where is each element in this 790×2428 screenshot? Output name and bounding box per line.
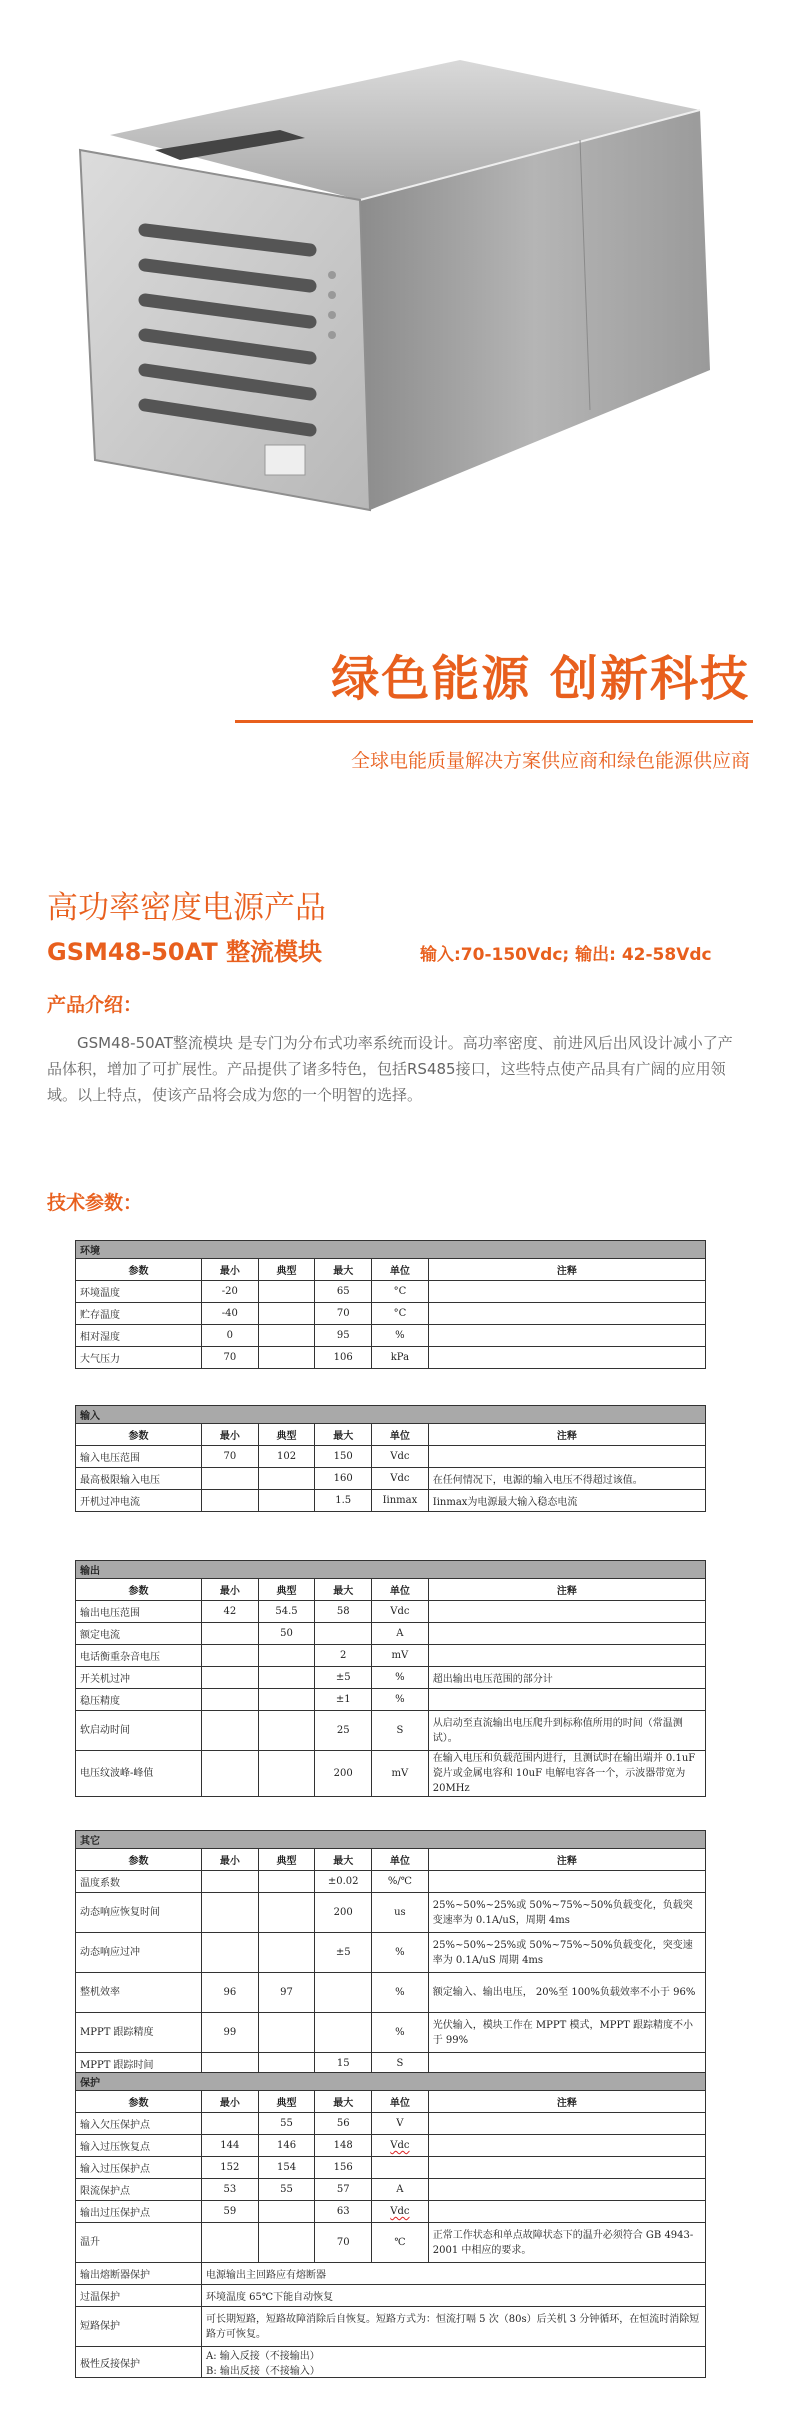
table-cell: 0 — [202, 1325, 259, 1347]
table-cell: % — [372, 1933, 429, 1973]
table-cell — [202, 1645, 259, 1667]
slogan-divider — [235, 720, 753, 723]
table-cell: ±1 — [315, 1689, 372, 1711]
column-header: 注释 — [428, 2091, 705, 2113]
table-cell: 70 — [202, 1347, 259, 1369]
table-cell: 70 — [315, 2223, 372, 2263]
table-row — [76, 1325, 706, 1347]
table-cell: 稳压精度 — [76, 1689, 202, 1711]
table-cell: °C — [372, 1281, 429, 1303]
table-cell: 106 — [315, 1347, 372, 1369]
table-cell: 146 — [258, 2135, 315, 2157]
table-cell: 102 — [258, 1446, 315, 1468]
column-header: 最小 — [202, 1259, 259, 1281]
table-cell: %/℃ — [372, 1871, 429, 1893]
table-cell: 15 — [315, 2053, 372, 2075]
table-cell: 70 — [315, 1303, 372, 1325]
table-cell — [428, 1645, 705, 1667]
table-cell — [428, 1871, 705, 1893]
column-header: 参数 — [76, 1579, 202, 1601]
table-cell: 55 — [258, 2179, 315, 2201]
table-cell: 54.5 — [258, 1601, 315, 1623]
table-cell: 动态响应过冲 — [76, 1933, 202, 1973]
slogan-heading: 绿色能源 创新科技 — [331, 651, 750, 707]
table-cell: 电话衡重杂音电压 — [76, 1645, 202, 1667]
table-cell: 2 — [315, 1645, 372, 1667]
table-cell — [258, 1667, 315, 1689]
table-cell: 整机效率 — [76, 1973, 202, 2013]
table-cell: 65 — [315, 1281, 372, 1303]
table-cell: 148 — [315, 2135, 372, 2157]
table-cell: 99 — [202, 2013, 259, 2053]
column-header: 单位 — [372, 2091, 429, 2113]
table-cell — [315, 1623, 372, 1645]
table-cell — [428, 1601, 705, 1623]
column-header: 参数 — [76, 1849, 202, 1871]
column-header: 单位 — [372, 1849, 429, 1871]
table-cell — [202, 1667, 259, 1689]
column-header: 最小 — [202, 1424, 259, 1446]
table-cell: -40 — [202, 1303, 259, 1325]
column-header: 注释 — [428, 1259, 705, 1281]
table-cell: MPPT 跟踪时间 — [76, 2053, 202, 2075]
table-row — [76, 1933, 706, 1973]
table-cell: 输出电压范围 — [76, 1601, 202, 1623]
table-cell: % — [372, 1689, 429, 1711]
product-model: GSM48-50AT 整流模块 — [47, 938, 323, 966]
table-cell — [258, 2223, 315, 2263]
table-cell: 200 — [315, 1751, 372, 1797]
column-header: 最小 — [202, 2091, 259, 2113]
column-header: 注释 — [428, 1849, 705, 1871]
table-cell: 42 — [202, 1601, 259, 1623]
table-row — [76, 2307, 706, 2347]
column-header: 最大 — [315, 1424, 372, 1446]
table-cell: mV — [372, 1645, 429, 1667]
table-row — [76, 2223, 706, 2263]
table-cell: S — [372, 2053, 429, 2075]
table-cell — [428, 1303, 705, 1325]
table-cell — [258, 1751, 315, 1797]
table-cell — [428, 1347, 705, 1369]
table-cell — [428, 2179, 705, 2201]
table-cell: 输入欠压保护点 — [76, 2113, 202, 2135]
table-cell: 输出熔断器保护 — [76, 2263, 202, 2285]
table-cell: 过温保护 — [76, 2285, 202, 2307]
table-cell: Vdc — [372, 2201, 429, 2223]
table-cell — [258, 1933, 315, 1973]
table-row — [76, 2135, 706, 2157]
table-cell — [202, 2223, 259, 2263]
table-cell: 温度系数 — [76, 1871, 202, 1893]
table-cell: 输出过压保护点 — [76, 2201, 202, 2223]
table-row — [76, 1645, 706, 1667]
section-title: 保护 — [76, 2073, 706, 2091]
input-table — [75, 1405, 706, 1512]
table-cell — [258, 1490, 315, 1512]
table-row — [76, 2113, 706, 2135]
table-row — [76, 1751, 706, 1797]
table-cell: 额定电流 — [76, 1623, 202, 1645]
table-cell: 温升 — [76, 2223, 202, 2263]
table-cell: 额定输入、输出电压， 20%至 100%负载效率不小于 96% — [428, 1973, 705, 2013]
column-header: 最大 — [315, 1259, 372, 1281]
table-row — [76, 1601, 706, 1623]
product-photo — [60, 40, 720, 560]
table-cell: 贮存温度 — [76, 1303, 202, 1325]
table-cell: -20 — [202, 1281, 259, 1303]
table-cell: % — [372, 2013, 429, 2053]
table-cell — [202, 1871, 259, 1893]
table-cell: 59 — [202, 2201, 259, 2223]
output-table — [75, 1560, 706, 1797]
table-cell: ±0.02 — [315, 1871, 372, 1893]
table-cell — [428, 1325, 705, 1347]
column-header: 单位 — [372, 1579, 429, 1601]
table-cell: 55 — [258, 2113, 315, 2135]
table-cell: 70 — [202, 1446, 259, 1468]
table-cell: 在输入电压和负载范围内进行，且测试时在输出端并 0.1uF瓷片或金属电容和 10uF 电解电容各一个，示波器带宽为 20MHz — [428, 1751, 705, 1797]
section-title: 输出 — [76, 1561, 706, 1579]
table-cell: A — [372, 1623, 429, 1645]
table-cell — [258, 2013, 315, 2053]
column-header: 注释 — [428, 1579, 705, 1601]
column-header: 最大 — [315, 2091, 372, 2113]
table-cell: Vdc — [372, 1468, 429, 1490]
column-header: 典型 — [258, 1849, 315, 1871]
table-row — [76, 1303, 706, 1325]
table-cell — [202, 1689, 259, 1711]
table-cell: 短路保护 — [76, 2307, 202, 2347]
table-cell — [428, 1623, 705, 1645]
table-cell: us — [372, 1893, 429, 1933]
table-cell: 150 — [315, 1446, 372, 1468]
table-cell: 97 — [258, 1973, 315, 2013]
table-cell: 25%~50%~25%或 50%~75%~50%负载变化，突变速率为 0.1A/uS 周期 4ms — [428, 1933, 705, 1973]
table-cell: 63 — [315, 2201, 372, 2223]
table-cell — [202, 1468, 259, 1490]
table-cell: MPPT 跟踪精度 — [76, 2013, 202, 2053]
section-title: 其它 — [76, 1831, 706, 1849]
table-cell — [372, 2157, 429, 2179]
column-header: 参数 — [76, 2091, 202, 2113]
intro-heading: 产品介绍： — [47, 994, 143, 1016]
table-cell: 160 — [315, 1468, 372, 1490]
table-cell — [258, 1325, 315, 1347]
table-cell — [202, 1623, 259, 1645]
table-cell: 开机过冲电流 — [76, 1490, 202, 1512]
table-cell: 相对湿度 — [76, 1325, 202, 1347]
table-row — [76, 2179, 706, 2201]
table-cell — [202, 1751, 259, 1797]
table-cell — [258, 1893, 315, 1933]
table-row — [76, 1893, 706, 1933]
table-cell — [258, 1689, 315, 1711]
column-header: 典型 — [258, 1579, 315, 1601]
table-cell: 电源输出主回路应有熔断器 — [202, 2263, 706, 2285]
product-title: 高功率密度电源产品 — [47, 890, 326, 926]
table-cell: A: 输入反接（不接输出） B: 输出反接（不接输入） — [202, 2347, 706, 2378]
table-cell: 在任何情况下，电源的输入电压不得超过该值。 — [428, 1468, 705, 1490]
table-cell — [428, 1281, 705, 1303]
column-header: 典型 — [258, 2091, 315, 2113]
table-cell — [428, 1446, 705, 1468]
table-cell — [315, 1973, 372, 2013]
table-cell — [202, 2113, 259, 2135]
table-cell: 50 — [258, 1623, 315, 1645]
table-cell — [428, 2201, 705, 2223]
column-header: 最大 — [315, 1579, 372, 1601]
table-cell — [258, 1303, 315, 1325]
column-header: 注释 — [428, 1424, 705, 1446]
intro-text: GSM48-50AT整流模块 是专门为分布式功率系统而设计。高功率密度、前进风后出风设计减小了产品体积，增加了可扩展性。产品提供了诸多特色，包括RS485接口，这些特点使产品具有广阔的应用领域。以上特点，使该产品将会成为您的一个明智的选择。 — [47, 1034, 733, 1104]
table-row — [76, 1468, 706, 1490]
table-cell — [258, 1468, 315, 1490]
table-row — [76, 1973, 706, 2013]
table-cell: % — [372, 1325, 429, 1347]
column-header: 典型 — [258, 1424, 315, 1446]
table-cell: 最高极限输入电压 — [76, 1468, 202, 1490]
other-table — [75, 1830, 706, 2075]
table-cell — [315, 2013, 372, 2053]
table-cell: 输入电压范围 — [76, 1446, 202, 1468]
table-cell: V — [372, 2113, 429, 2135]
table-cell: % — [372, 1973, 429, 2013]
table-cell: 输入过压恢复点 — [76, 2135, 202, 2157]
table-cell — [258, 2201, 315, 2223]
column-header: 典型 — [258, 1259, 315, 1281]
table-row — [76, 2263, 706, 2285]
column-header: 参数 — [76, 1424, 202, 1446]
table-row — [76, 1281, 706, 1303]
table-cell: 环境温度 65℃下能自动恢复 — [202, 2285, 706, 2307]
table-cell: 152 — [202, 2157, 259, 2179]
table-cell: Vdc — [372, 1601, 429, 1623]
table-cell: 53 — [202, 2179, 259, 2201]
table-cell — [258, 1645, 315, 1667]
product-spec: 输入:70-150Vdc; 输出: 42-58Vdc — [420, 945, 712, 965]
column-header: 单位 — [372, 1259, 429, 1281]
table-cell — [428, 2113, 705, 2135]
table-cell: 超出输出电压范围的部分计 — [428, 1667, 705, 1689]
table-cell: 从启动至直流输出电压爬升到标称值所用的时间（常温测试）。 — [428, 1711, 705, 1751]
table-row — [76, 1347, 706, 1369]
table-cell: 光伏输入，模块工作在 MPPT 模式，MPPT 跟踪精度不小于 99% — [428, 2013, 705, 2053]
table-cell — [202, 1711, 259, 1751]
table-row — [76, 1711, 706, 1751]
column-header: 单位 — [372, 1424, 429, 1446]
section-title: 输入 — [76, 1406, 706, 1424]
table-cell: 电压纹波峰-峰值 — [76, 1751, 202, 1797]
table-cell — [258, 1281, 315, 1303]
table-cell: % — [372, 1667, 429, 1689]
table-cell: 95 — [315, 1325, 372, 1347]
table-cell: ±5 — [315, 1667, 372, 1689]
table-row — [76, 2013, 706, 2053]
table-cell: ℃ — [372, 2223, 429, 2263]
table-row — [76, 2347, 706, 2378]
table-cell: 极性反接保护 — [76, 2347, 202, 2378]
column-header: 参数 — [76, 1259, 202, 1281]
table-cell: Vdc — [372, 1446, 429, 1468]
table-row — [76, 1490, 706, 1512]
table-cell — [428, 2157, 705, 2179]
table-cell: kPa — [372, 1347, 429, 1369]
table-cell: mV — [372, 1751, 429, 1797]
table-cell: S — [372, 1711, 429, 1751]
table-cell: 环境温度 — [76, 1281, 202, 1303]
table-cell: 25%~50%~25%或 50%~75%~50%负载变化，负载突变速率为 0.1A/uS，周期 4ms — [428, 1893, 705, 1933]
table-cell: °C — [372, 1303, 429, 1325]
table-cell: 96 — [202, 1973, 259, 2013]
table-row — [76, 1623, 706, 1645]
table-row — [76, 1667, 706, 1689]
table-row — [76, 1689, 706, 1711]
table-cell — [202, 1490, 259, 1512]
table-cell: 可长期短路，短路故障消除后自恢复。短路方式为：恒流打嗝 5 次（80s）后关机 3 分钟循环，在恒流时消除短路方可恢复。 — [202, 2307, 706, 2347]
table-row — [76, 1871, 706, 1893]
table-cell — [258, 1711, 315, 1751]
table-row — [76, 2201, 706, 2223]
table-cell: 正常工作状态和单点故障状态下的温升必须符合 GB 4943-2001 中相应的要求。 — [428, 2223, 705, 2263]
table-cell — [428, 1689, 705, 1711]
table-row — [76, 1446, 706, 1468]
table-cell: 输入过压保护点 — [76, 2157, 202, 2179]
column-header: 最小 — [202, 1579, 259, 1601]
column-header: 最大 — [315, 1849, 372, 1871]
table-cell: Iinmax为电源最大输入稳态电流 — [428, 1490, 705, 1512]
table-cell — [428, 2135, 705, 2157]
table-cell: 56 — [315, 2113, 372, 2135]
table-cell: 动态响应恢复时间 — [76, 1893, 202, 1933]
table-cell: 200 — [315, 1893, 372, 1933]
table-cell: Iinmax — [372, 1490, 429, 1512]
table-row — [76, 2285, 706, 2307]
table-cell: 大气压力 — [76, 1347, 202, 1369]
table-row — [76, 2157, 706, 2179]
table-cell: A — [372, 2179, 429, 2201]
table-cell: 1.5 — [315, 1490, 372, 1512]
table-cell — [202, 1933, 259, 1973]
environment-table — [75, 1240, 706, 1369]
table-cell: Vdc — [372, 2135, 429, 2157]
table-cell — [202, 1893, 259, 1933]
table-cell: 154 — [258, 2157, 315, 2179]
table-cell: 开关机过冲 — [76, 1667, 202, 1689]
table-cell: 软启动时间 — [76, 1711, 202, 1751]
table-cell: 144 — [202, 2135, 259, 2157]
protection-table — [75, 2072, 706, 2378]
table-cell: 57 — [315, 2179, 372, 2201]
table-cell: 限流保护点 — [76, 2179, 202, 2201]
section-title: 环境 — [76, 1241, 706, 1259]
table-cell: 25 — [315, 1711, 372, 1751]
table-cell: 58 — [315, 1601, 372, 1623]
params-heading: 技术参数： — [47, 1192, 143, 1214]
table-cell: 156 — [315, 2157, 372, 2179]
table-cell — [258, 1347, 315, 1369]
table-cell — [258, 1871, 315, 1893]
table-cell: ±5 — [315, 1933, 372, 1973]
column-header: 最小 — [202, 1849, 259, 1871]
slogan-subtitle: 全球电能质量解决方案供应商和绿色能源供应商 — [350, 750, 750, 772]
